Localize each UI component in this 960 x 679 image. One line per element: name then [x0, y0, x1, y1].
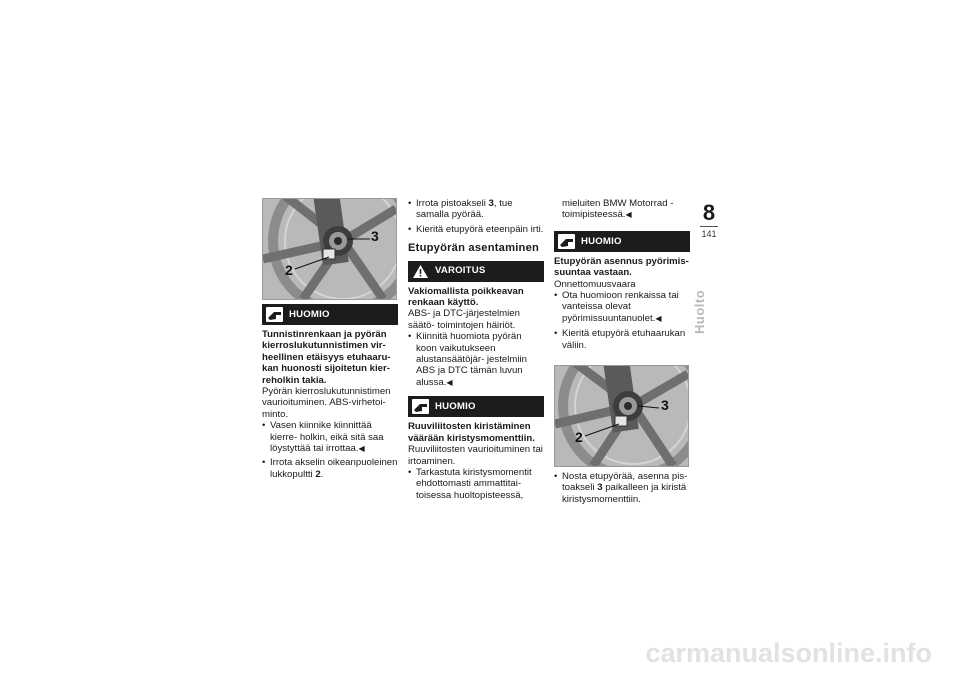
- note-banner: [262, 304, 398, 325]
- warning-heading: Vakiomallista poikkeavan renkaan käyttö.: [408, 285, 524, 309]
- ref-number: 3: [597, 482, 603, 494]
- hand-note-icon: [266, 307, 283, 322]
- note-banner: [408, 396, 544, 417]
- list-item: • Irrota akselin oikeanpuoleinen lukkopultti 2.: [262, 457, 398, 480]
- list-item: • Tarkastuta kiristysmomentit ehdottomasti ammattitai- toisessa huoltopisteessä,: [408, 467, 544, 501]
- note-heading: Tunnistinrenkaan ja pyörän kierroslukutunnistimen vir- heellinen etäisyys etuhaaru- kan huonosti sijoitetun kier- reholkin takia.: [262, 329, 391, 386]
- note-banner: [554, 231, 690, 252]
- hand-note-icon: [412, 399, 429, 414]
- callout-3: 3: [371, 228, 379, 244]
- note-body: Onnettomuusvaara: [554, 278, 636, 290]
- removal-list: [408, 198, 544, 235]
- note-list: [554, 290, 690, 351]
- ref-number: 2: [315, 468, 321, 480]
- column-middle: [408, 198, 544, 504]
- ref-number: 3: [488, 198, 494, 209]
- chapter-divider: [700, 226, 718, 227]
- warning-triangle-icon: [412, 264, 429, 279]
- column-left: [262, 198, 398, 483]
- note-list: [262, 420, 398, 480]
- wheel-install-illustration: [555, 366, 688, 466]
- watermark-text: carmanualsonline.info: [645, 638, 932, 668]
- list-item: • Irrota pistoakseli 3, tue samalla pyörää.: [408, 198, 544, 221]
- warning-body: ABS- ja DTC-järjestelmien säätö- toimintojen häiriöt.: [408, 308, 520, 331]
- list-item: • Vasen kiinnike kiinnittää kierre- holkin, eikä sitä saa löystyttää tai irrottaa.◀: [262, 420, 398, 454]
- end-mark-icon: ◀: [358, 444, 365, 454]
- note-body: Ruuviliitosten vaurioituminen tai irtoaminen.: [408, 444, 543, 467]
- continuation-text: mieluiten BMW Motorrad - toimipisteessä.◀: [562, 198, 674, 221]
- callout-2: 2: [285, 262, 293, 278]
- note-label: HUOMIO: [581, 235, 622, 247]
- note-list: [408, 467, 544, 501]
- list-item: • Kieritä etupyörä etuhaarukan väliin.: [554, 328, 690, 351]
- note-label: HUOMIO: [435, 401, 476, 413]
- end-mark-icon: ◀: [655, 313, 662, 323]
- chapter-side-label: Huolto: [692, 289, 707, 334]
- chapter-number: 8: [702, 200, 716, 225]
- callout-2: 2: [575, 429, 583, 446]
- wheel-install-photo: [554, 365, 689, 467]
- list-item: • Ota huomioon renkaissa tai vanteissa olevat pyörimissuuntanuolet.◀: [554, 290, 690, 324]
- section-title: Etupyörän asentaminen: [408, 242, 540, 255]
- note-body: Pyörän kierroslukutunnistimen vaurioituminen. ABS-virhetoi- minto.: [262, 386, 391, 420]
- wheel-axle-illustration: [263, 199, 396, 299]
- callout-3: 3: [661, 397, 669, 414]
- page-number: 141: [701, 229, 717, 239]
- end-mark-icon: ◀: [446, 377, 453, 387]
- column-right: [554, 198, 690, 508]
- list-item: • Kieritä etupyörä eteenpäin irti.: [408, 224, 544, 235]
- list-item: • Nosta etupyörää, asenna pis- toakseli 3 paikalleen ja kiristä kiristysmomenttiin.: [554, 471, 690, 505]
- install-list: [554, 471, 690, 505]
- note-label: HUOMIO: [289, 308, 330, 320]
- end-mark-icon: ◀: [625, 210, 632, 220]
- chapter-tab: [700, 202, 718, 239]
- warning-banner: [408, 261, 544, 282]
- note-heading: Etupyörän asennus pyörimis- suuntaa vastaan.: [554, 255, 689, 279]
- list-item: • Kiinnitä huomiota pyörän koon vaikutukseen alustansäätöjär- jestelmiin ABS ja DTC tämän luvun alussa.◀: [408, 331, 544, 388]
- hand-note-icon: [558, 234, 575, 249]
- warning-list: [408, 331, 544, 388]
- note-heading: Ruuviliitosten kiristäminen väärään kiristysmomenttiin.: [408, 421, 535, 444]
- wheel-axle-photo: [262, 198, 397, 300]
- warning-label: VAROITUS: [435, 265, 486, 277]
